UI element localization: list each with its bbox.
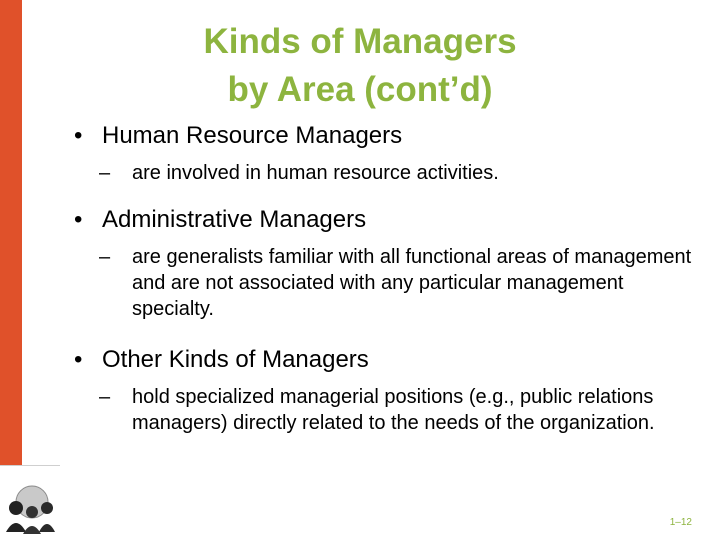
bullet-dot: • <box>74 206 83 233</box>
bullet-administrative-managers <box>72 204 692 236</box>
people-globe-logo-icon <box>2 484 58 536</box>
sub-bullet-dash: – <box>99 246 111 268</box>
bullet-dot: • <box>74 122 83 149</box>
title-line-2: by Area (cont’d) <box>227 70 493 109</box>
bullet-heading: Administrative Managers <box>102 206 367 233</box>
sub-bullet-administrative-managers <box>72 244 692 322</box>
bullet-other-kinds-of-managers <box>72 344 692 376</box>
sub-bullet-human-resource-managers <box>72 160 692 186</box>
sub-bullet-dash: – <box>99 386 111 408</box>
bullet-heading: Other Kinds of Managers <box>102 346 369 373</box>
bullet-human-resource-managers <box>72 120 692 152</box>
sub-bullet-text: are involved in human resource activities. <box>132 162 499 184</box>
sub-bullet-text: are generalists familiar with all functional areas of management and are not associated with any particular management specialty. <box>132 246 692 320</box>
slide-title <box>100 18 620 114</box>
accent-bar <box>0 0 22 465</box>
sub-bullet-dash: – <box>99 162 111 184</box>
sub-bullet-text: hold specialized managerial positions (e.g., public relations managers) directly related to the needs of the organization. <box>132 386 655 434</box>
page-number: 1–12 <box>669 517 692 528</box>
bullet-dot: • <box>74 346 83 373</box>
logo-box <box>0 465 60 540</box>
sub-bullet-other-kinds-of-managers <box>72 384 692 436</box>
slide-content <box>72 120 692 436</box>
title-line-1: Kinds of Managers <box>203 22 517 61</box>
bullet-heading: Human Resource Managers <box>102 122 403 149</box>
